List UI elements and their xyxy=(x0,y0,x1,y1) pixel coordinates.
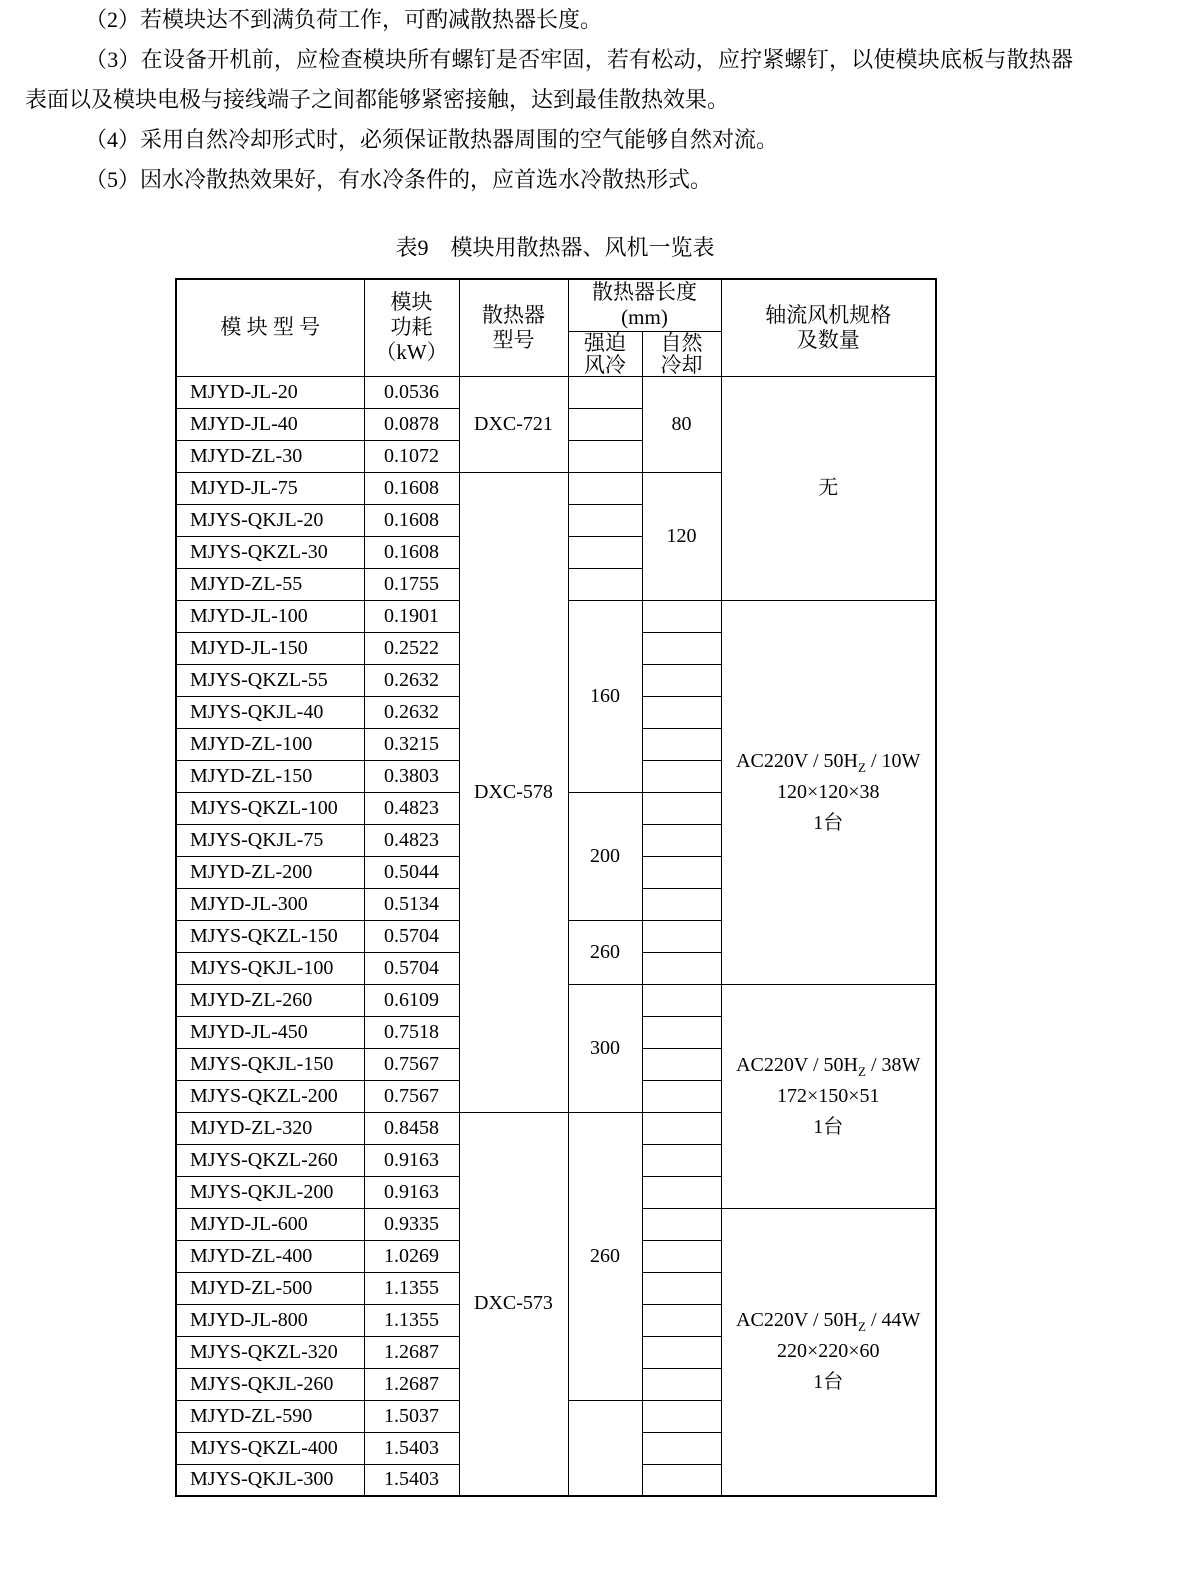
col-header-heatsink-model xyxy=(459,279,568,376)
col-header-label: 轴流风机规格 xyxy=(765,302,892,327)
natural-cooling-length-cell xyxy=(642,920,721,952)
col-header-heatsink-length xyxy=(568,279,721,331)
module-power-cell: 0.4823 xyxy=(364,792,459,824)
module-power-cell: 0.9163 xyxy=(364,1144,459,1176)
col-header-label: 散热器 xyxy=(482,302,545,327)
forced-air-length-cell: 300 xyxy=(568,984,642,1112)
heatsink-model-cell: DXC-721 xyxy=(459,376,568,472)
forced-air-length-cell: 160 xyxy=(568,600,642,792)
module-power-cell: 0.2632 xyxy=(364,696,459,728)
fan-spec-cell xyxy=(721,984,936,1208)
module-power-cell: 0.1901 xyxy=(364,600,459,632)
natural-cooling-length-cell xyxy=(642,1240,721,1272)
natural-cooling-length-cell xyxy=(642,728,721,760)
col-header-module-power xyxy=(364,279,459,376)
module-model-cell: MJYD-ZL-30 xyxy=(176,440,364,472)
table-row xyxy=(176,376,936,408)
forced-air-length-cell: 260 xyxy=(568,1112,642,1400)
module-model-cell: MJYD-JL-100 xyxy=(176,600,364,632)
heatsink-model-cell: DXC-573 xyxy=(459,1112,568,1496)
fan-spec-line: $AC220V / 50H_Z / 10W$ xyxy=(736,749,921,775)
module-model-cell: MJYS-QKJL-20 xyxy=(176,504,364,536)
natural-cooling-length-cell xyxy=(642,696,721,728)
fan-spec-line: 1台 xyxy=(813,811,844,834)
module-model-cell: MJYS-QKJL-300 xyxy=(176,1464,364,1496)
fan-spec-line: 1台 xyxy=(813,1371,844,1394)
natural-cooling-length-cell xyxy=(642,1304,721,1336)
natural-cooling-length-cell xyxy=(642,600,721,632)
module-model-cell: MJYS-QKZL-400 xyxy=(176,1432,364,1464)
module-power-cell: 1.2687 xyxy=(364,1336,459,1368)
forced-air-length-cell: 260 xyxy=(568,920,642,984)
module-power-cell: 1.5403 xyxy=(364,1432,459,1464)
natural-cooling-length-cell xyxy=(642,856,721,888)
col-header-natural-cooling xyxy=(642,331,721,376)
col-header-label: 自然 xyxy=(660,331,703,355)
fan-spec-cell xyxy=(721,376,936,600)
col-header-module-model xyxy=(176,279,364,376)
natural-cooling-length-cell xyxy=(642,1080,721,1112)
natural-cooling-length-cell xyxy=(642,824,721,856)
module-power-cell: 0.9335 xyxy=(364,1208,459,1240)
module-model-cell: MJYD-ZL-400 xyxy=(176,1240,364,1272)
module-power-cell: 1.2687 xyxy=(364,1368,459,1400)
module-model-cell: MJYD-JL-450 xyxy=(176,1016,364,1048)
forced-air-length-cell xyxy=(568,536,642,568)
doc-paragraph: （4）采用自然冷却形式时，必须保证散热器周围的空气能够自然对流。 xyxy=(85,127,779,152)
module-model-cell: MJYS-QKZL-100 xyxy=(176,792,364,824)
fan-spec-line: 120×120×38 xyxy=(776,780,880,803)
module-power-cell: 0.1755 xyxy=(364,568,459,600)
module-model-cell: MJYD-ZL-320 xyxy=(176,1112,364,1144)
col-header-label: 及数量 xyxy=(796,327,860,352)
forced-air-length-cell xyxy=(568,376,642,408)
module-model-cell: MJYD-ZL-200 xyxy=(176,856,364,888)
module-table-body xyxy=(176,376,936,1496)
fan-spec-line: $AC220V / 50H_Z / 44W$ xyxy=(736,1309,921,1335)
table-header xyxy=(176,279,936,376)
module-power-cell: 1.5403 xyxy=(364,1464,459,1496)
module-model-cell: MJYS-QKZL-320 xyxy=(176,1336,364,1368)
module-power-cell: 0.7567 xyxy=(364,1080,459,1112)
module-model-cell: MJYS-QKJL-200 xyxy=(176,1176,364,1208)
module-power-cell: 1.0269 xyxy=(364,1240,459,1272)
header-row-1 xyxy=(176,279,936,331)
fan-spec-cell xyxy=(721,600,936,984)
module-model-cell: MJYD-ZL-100 xyxy=(176,728,364,760)
module-power-cell: 0.3803 xyxy=(364,760,459,792)
natural-cooling-length-cell xyxy=(642,1048,721,1080)
module-power-cell: 0.6109 xyxy=(364,984,459,1016)
natural-cooling-length-cell: 120 xyxy=(642,472,721,600)
module-power-cell: 0.8458 xyxy=(364,1112,459,1144)
module-model-cell: MJYS-QKJL-260 xyxy=(176,1368,364,1400)
natural-cooling-length-cell xyxy=(642,984,721,1016)
forced-air-length-cell xyxy=(568,408,642,440)
module-model-cell: MJYS-QKZL-260 xyxy=(176,1144,364,1176)
natural-cooling-length-cell xyxy=(642,760,721,792)
natural-cooling-length-cell xyxy=(642,792,721,824)
natural-cooling-length-cell xyxy=(642,952,721,984)
module-model-cell: MJYD-ZL-55 xyxy=(176,568,364,600)
col-header-axial-fan xyxy=(721,279,936,376)
module-model-cell: MJYS-QKZL-30 xyxy=(176,536,364,568)
col-header-label: 模块 xyxy=(390,290,433,315)
natural-cooling-length-cell xyxy=(642,1336,721,1368)
module-power-cell: 0.3215 xyxy=(364,728,459,760)
doc-paragraph: （5）因水冷散热效果好，有水冷条件的，应首选水冷散热形式。 xyxy=(85,167,713,192)
module-power-cell: 0.5044 xyxy=(364,856,459,888)
col-header-label: (mm) xyxy=(621,305,668,330)
natural-cooling-length-cell xyxy=(642,632,721,664)
module-model-cell: MJYD-JL-150 xyxy=(176,632,364,664)
module-power-cell: 0.1072 xyxy=(364,440,459,472)
col-header-label: 强迫 xyxy=(584,331,626,355)
fan-spec-cell xyxy=(721,1208,936,1496)
module-model-cell: MJYS-QKZL-150 xyxy=(176,920,364,952)
module-model-cell: MJYD-ZL-260 xyxy=(176,984,364,1016)
natural-cooling-length-cell xyxy=(642,1464,721,1496)
natural-cooling-length-cell xyxy=(642,1400,721,1432)
col-header-label: 风冷 xyxy=(584,352,626,376)
module-model-cell: MJYS-QKJL-100 xyxy=(176,952,364,984)
col-header-label: 模 块 型 号 xyxy=(220,315,321,340)
module-model-cell: MJYD-ZL-500 xyxy=(176,1272,364,1304)
module-model-cell: MJYS-QKZL-200 xyxy=(176,1080,364,1112)
module-power-cell: 1.5037 xyxy=(364,1400,459,1432)
natural-cooling-length-cell xyxy=(642,664,721,696)
heatsink-fan-table xyxy=(175,278,937,1497)
natural-cooling-length-cell xyxy=(642,1272,721,1304)
forced-air-length-cell xyxy=(568,568,642,600)
doc-paragraph: （3）在设备开机前，应检查模块所有螺钉是否牢固，若有松动，应拧紧螺钉，以使模块底板与散热器表面以及模块电极与接线端子之间都能够紧密接触，达到最佳散热效果。 xyxy=(25,47,1073,112)
module-power-cell: 0.5134 xyxy=(364,888,459,920)
col-header-label: （kW） xyxy=(375,340,448,365)
module-power-cell: 1.1355 xyxy=(364,1304,459,1336)
natural-cooling-length-cell xyxy=(642,1208,721,1240)
module-model-cell: MJYD-JL-800 xyxy=(176,1304,364,1336)
module-power-cell: 0.5704 xyxy=(364,920,459,952)
natural-cooling-length-cell xyxy=(642,1144,721,1176)
module-model-cell: MJYD-JL-600 xyxy=(176,1208,364,1240)
module-model-cell: MJYD-ZL-150 xyxy=(176,760,364,792)
module-power-cell: 0.2522 xyxy=(364,632,459,664)
fan-spec-line: 172×150×51 xyxy=(776,1084,880,1107)
forced-air-length-cell: 200 xyxy=(568,792,642,920)
forced-air-length-cell xyxy=(568,1400,642,1496)
module-power-cell: 0.7518 xyxy=(364,1016,459,1048)
natural-cooling-length-cell xyxy=(642,1176,721,1208)
heatsink-model-cell: DXC-578 xyxy=(459,472,568,1112)
col-header-forced-air xyxy=(568,331,642,376)
module-power-cell: 1.1355 xyxy=(364,1272,459,1304)
module-power-cell: 0.0536 xyxy=(364,376,459,408)
col-header-label: 散热器长度 xyxy=(592,280,697,305)
module-power-cell: 0.1608 xyxy=(364,472,459,504)
natural-cooling-length-cell xyxy=(642,1432,721,1464)
forced-air-length-cell xyxy=(568,504,642,536)
module-power-cell: 0.7567 xyxy=(364,1048,459,1080)
natural-cooling-length-cell xyxy=(642,1016,721,1048)
body-text xyxy=(25,0,1073,200)
natural-cooling-length-cell xyxy=(642,1112,721,1144)
module-model-cell: MJYD-JL-75 xyxy=(176,472,364,504)
module-power-cell: 0.2632 xyxy=(364,664,459,696)
table-caption: 表9 模块用散热器、风机一览表 xyxy=(395,235,715,260)
natural-cooling-length-cell xyxy=(642,888,721,920)
doc-paragraph: （2）若模块达不到满负荷工作，可酌减散热器长度。 xyxy=(85,7,603,32)
module-power-cell: 0.4823 xyxy=(364,824,459,856)
module-model-cell: MJYS-QKJL-40 xyxy=(176,696,364,728)
module-power-cell: 0.9163 xyxy=(364,1176,459,1208)
module-model-cell: MJYD-JL-20 xyxy=(176,376,364,408)
module-power-cell: 0.0878 xyxy=(364,408,459,440)
module-power-cell: 0.1608 xyxy=(364,536,459,568)
module-model-cell: MJYS-QKJL-75 xyxy=(176,824,364,856)
module-model-cell: MJYS-QKJL-150 xyxy=(176,1048,364,1080)
module-model-cell: MJYD-JL-40 xyxy=(176,408,364,440)
module-power-cell: 0.1608 xyxy=(364,504,459,536)
fan-spec-line: 220×220×60 xyxy=(776,1340,880,1363)
col-header-label: 功耗 xyxy=(390,315,433,340)
module-model-cell: MJYS-QKZL-55 xyxy=(176,664,364,696)
fan-spec-line: 1台 xyxy=(813,1115,844,1138)
module-model-cell: MJYD-JL-300 xyxy=(176,888,364,920)
fan-spec-line: $AC220V / 50H_Z / 38W$ xyxy=(736,1053,921,1079)
natural-cooling-length-cell xyxy=(642,1368,721,1400)
forced-air-length-cell xyxy=(568,472,642,504)
fan-spec-line: 无 xyxy=(818,476,839,499)
forced-air-length-cell xyxy=(568,440,642,472)
module-power-cell: 0.5704 xyxy=(364,952,459,984)
module-model-cell: MJYD-ZL-590 xyxy=(176,1400,364,1432)
col-header-label: 型号 xyxy=(492,327,535,352)
natural-cooling-length-cell: 80 xyxy=(642,376,721,472)
col-header-label: 冷却 xyxy=(660,352,703,376)
